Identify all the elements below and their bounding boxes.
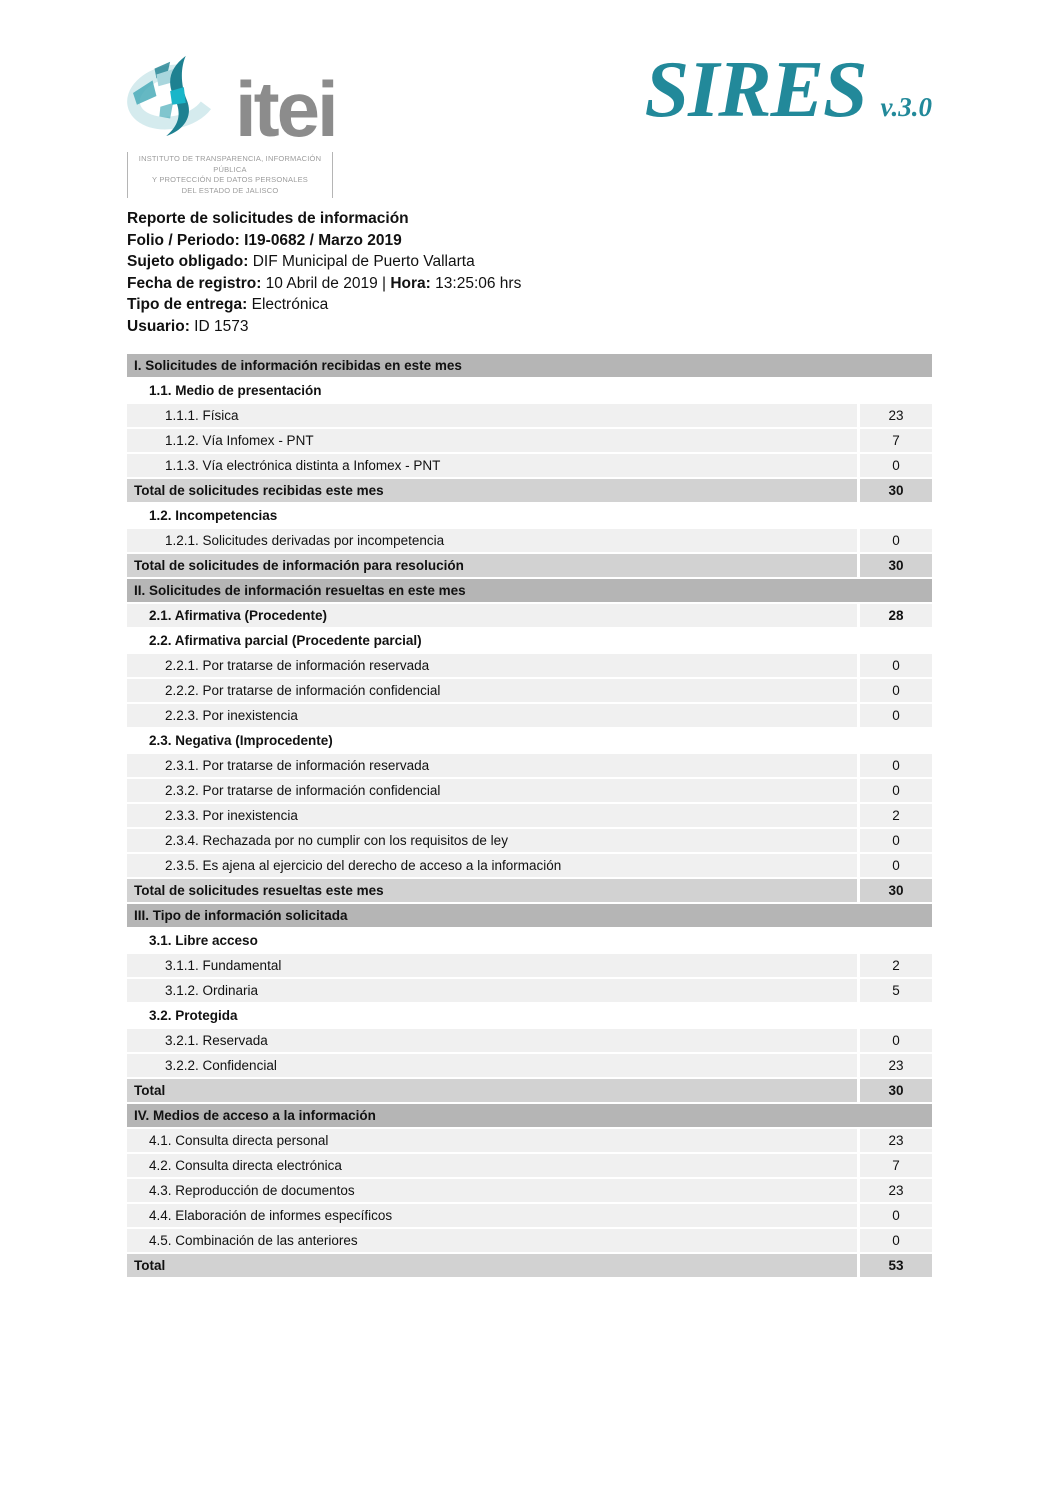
- field-label: Sujeto obligado:: [127, 253, 249, 270]
- itei-logo-mark: [127, 52, 225, 138]
- row-label: 4.5. Combinación de las anteriores: [127, 1229, 857, 1252]
- row-value: 2: [860, 954, 932, 977]
- row-value: 23: [860, 404, 932, 427]
- field-label: Fecha de registro:: [127, 274, 262, 292]
- row-label: 2.3.5. Es ajena al ejercicio del derecho de acceso a la información: [127, 854, 857, 877]
- sires-logo: [644, 46, 932, 134]
- field-value: Electrónica: [247, 296, 329, 313]
- field-value: 10 Abril de 2019 |: [261, 274, 391, 292]
- table-row: [127, 1054, 932, 1077]
- table-row: [127, 404, 932, 427]
- table-row: [127, 704, 932, 727]
- itei-logo-top: [127, 50, 337, 153]
- table-row: [127, 604, 932, 627]
- table-row: [127, 579, 932, 602]
- report-header-line: [127, 294, 932, 316]
- table-row: [127, 679, 932, 702]
- itei-tagline: [127, 152, 333, 198]
- table-row: [127, 479, 932, 502]
- report-header-line: [127, 251, 932, 273]
- row-label: 2.2.2. Por tratarse de información confidencial: [127, 679, 857, 702]
- sires-version: v.3.0: [880, 92, 932, 122]
- row-value: 7: [860, 1154, 932, 1177]
- table-row: [127, 529, 932, 552]
- row-value: 53: [860, 1254, 932, 1277]
- row-value: 23: [860, 1054, 932, 1077]
- row-label: 3.1.1. Fundamental: [127, 954, 857, 977]
- table-row: [127, 1254, 932, 1277]
- row-label: Total de solicitudes de información para resolución: [127, 554, 857, 577]
- row-value: 30: [860, 879, 932, 902]
- row-label: I. Solicitudes de información recibidas en este mes: [127, 354, 932, 377]
- row-label: Total: [127, 1254, 857, 1277]
- row-label: 3.2. Protegida: [127, 1004, 932, 1027]
- row-label: 4.1. Consulta directa personal: [127, 1129, 857, 1152]
- row-label: 1.1.2. Vía Infomex - PNT: [127, 429, 857, 452]
- row-value: 30: [860, 479, 932, 502]
- table-row: [127, 954, 932, 977]
- row-label: 1.1.3. Vía electrónica distinta a Infomex - PNT: [127, 454, 857, 477]
- report-header-line: [127, 316, 932, 338]
- row-label: 3.2.1. Reservada: [127, 1029, 857, 1052]
- row-value: 0: [860, 779, 932, 802]
- row-label: 3.2.2. Confidencial: [127, 1054, 857, 1077]
- row-label: 2.2. Afirmativa parcial (Procedente parcial): [127, 629, 932, 652]
- itei-tagline-line: Y PROTECCIÓN DE DATOS PERSONALES: [151, 175, 309, 184]
- row-label: II. Solicitudes de información resueltas en este mes: [127, 579, 932, 602]
- itei-wordmark: itei: [235, 65, 336, 153]
- table-row: [127, 804, 932, 827]
- row-value: 0: [860, 1029, 932, 1052]
- table-row: [127, 429, 932, 452]
- field-value: DIF Municipal de Puerto Vallarta: [248, 253, 475, 270]
- row-label: IV. Medios de acceso a la información: [127, 1104, 932, 1127]
- row-value: 0: [860, 854, 932, 877]
- sires-wordmark: SIRES: [644, 46, 867, 134]
- row-label: 2.3. Negativa (Improcedente): [127, 729, 932, 752]
- row-value: 0: [860, 754, 932, 777]
- row-value: 28: [860, 604, 932, 627]
- field-label: Folio / Periodo: I19-0682 / Marzo 2019: [127, 231, 402, 249]
- table-row: [127, 1004, 932, 1027]
- table-row: [127, 554, 932, 577]
- row-value: 0: [860, 529, 932, 552]
- table-row: [127, 1179, 932, 1202]
- row-value: 0: [860, 829, 932, 852]
- row-value: 0: [860, 1229, 932, 1252]
- itei-tagline-line: INSTITUTO DE TRANSPARENCIA, INFORMACIÓN PÚBLICA: [138, 154, 322, 174]
- field-label: Usuario:: [127, 317, 190, 335]
- row-value: 7: [860, 429, 932, 452]
- row-label: 2.1. Afirmativa (Procedente): [127, 604, 857, 627]
- row-value: 2: [860, 804, 932, 827]
- row-value: 30: [860, 554, 932, 577]
- table-row: [127, 454, 932, 477]
- table-row: [127, 904, 932, 927]
- table-row: [127, 379, 932, 402]
- table-row: [127, 654, 932, 677]
- row-label: 1.2. Incompetencias: [127, 504, 932, 527]
- report-header-line: [127, 273, 932, 295]
- row-label: Total de solicitudes resueltas este mes: [127, 879, 857, 902]
- row-value: 0: [860, 1204, 932, 1227]
- itei-tagline-line: DEL ESTADO DE JALISCO: [181, 185, 279, 195]
- row-label: 3.1.2. Ordinaria: [127, 979, 857, 1002]
- table-row: [127, 1229, 932, 1252]
- row-label: 2.2.1. Por tratarse de información reservada: [127, 654, 857, 677]
- row-label: 4.4. Elaboración de informes específicos: [127, 1204, 857, 1227]
- row-value: 23: [860, 1179, 932, 1202]
- table-row: [127, 979, 932, 1002]
- field-value: ID 1573: [189, 317, 249, 335]
- row-label: 2.3.4. Rechazada por no cumplir con los requisitos de ley: [127, 829, 857, 852]
- table-row: [127, 829, 932, 852]
- page-title: Reporte de solicitudes de información: [127, 210, 409, 227]
- report-header-line: [127, 230, 932, 252]
- report-table: [127, 354, 932, 1277]
- logo-row: [127, 46, 932, 195]
- table-row: [127, 1204, 932, 1227]
- row-label: III. Tipo de información solicitada: [127, 904, 932, 927]
- row-label: 2.2.3. Por inexistencia: [127, 704, 857, 727]
- table-row: [127, 1079, 932, 1102]
- table-row: [127, 1154, 932, 1177]
- row-value: 0: [860, 679, 932, 702]
- table-row: [127, 1104, 932, 1127]
- row-label: 4.3. Reproducción de documentos: [127, 1179, 857, 1202]
- row-value: 0: [860, 654, 932, 677]
- row-label: Total: [127, 1079, 857, 1102]
- table-row: [127, 754, 932, 777]
- row-value: 0: [860, 704, 932, 727]
- row-label: 4.2. Consulta directa electrónica: [127, 1154, 857, 1177]
- table-row: [127, 629, 932, 652]
- table-row: [127, 1129, 932, 1152]
- table-row: [127, 354, 932, 377]
- row-label: 2.3.2. Por tratarse de información confidencial: [127, 779, 857, 802]
- report-header: [127, 208, 932, 337]
- row-value: 0: [860, 454, 932, 477]
- field-label: Hora:: [390, 274, 431, 292]
- row-label: 1.1. Medio de presentación: [127, 379, 932, 402]
- row-label: Total de solicitudes recibidas este mes: [127, 479, 857, 502]
- row-label: 2.3.3. Por inexistencia: [127, 804, 857, 827]
- table-row: [127, 854, 932, 877]
- row-label: 3.1. Libre acceso: [127, 929, 932, 952]
- row-value: 23: [860, 1129, 932, 1152]
- row-label: 2.3.1. Por tratarse de información reservada: [127, 754, 857, 777]
- row-value: 5: [860, 979, 932, 1002]
- table-row: [127, 729, 932, 752]
- itei-logo: [127, 50, 337, 198]
- table-row: [127, 1029, 932, 1052]
- table-row: [127, 879, 932, 902]
- row-label: 1.1.1. Física: [127, 404, 857, 427]
- table-row: [127, 504, 932, 527]
- table-row: [127, 779, 932, 802]
- field-label: Tipo de entrega:: [127, 296, 248, 313]
- table-row: [127, 929, 932, 952]
- field-value: 13:25:06 hrs: [430, 274, 522, 292]
- row-label: 1.2.1. Solicitudes derivadas por incompetencia: [127, 529, 857, 552]
- row-value: 30: [860, 1079, 932, 1102]
